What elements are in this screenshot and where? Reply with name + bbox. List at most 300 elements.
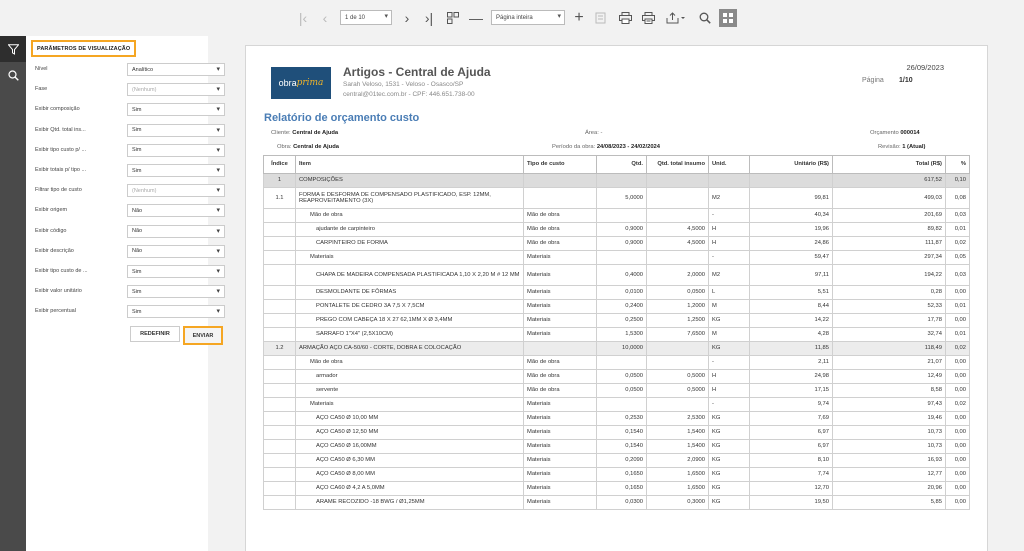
cell-total: 10,73 xyxy=(833,440,946,454)
cell-unit: KG xyxy=(709,454,750,468)
cell-qty xyxy=(597,174,647,188)
table-row xyxy=(264,286,970,300)
cell-total: 21,07 xyxy=(833,356,946,370)
cell-total-qty: 0,3000 xyxy=(647,496,709,510)
cell-unit: KG xyxy=(709,468,750,482)
cell-unit: M xyxy=(709,328,750,342)
cell-percent: 0,00 xyxy=(946,370,970,384)
cell-unit: - xyxy=(709,356,750,370)
cell-total: 32,74 xyxy=(833,328,946,342)
cell-total-qty xyxy=(647,356,709,370)
cell-unit-price: 4,28 xyxy=(750,328,833,342)
cell-percent: 0,00 xyxy=(946,412,970,426)
cell-item: DESMOLDANTE DE FÔRMAS xyxy=(296,286,524,300)
param-row xyxy=(26,124,208,138)
cell-unit: - xyxy=(709,251,750,265)
cell-unit: KG xyxy=(709,496,750,510)
table-row xyxy=(264,237,970,251)
col-item: Item xyxy=(296,156,524,174)
cell-unit-price: 40,34 xyxy=(750,209,833,223)
cell-total-qty xyxy=(647,398,709,412)
cell-unit: - xyxy=(709,398,750,412)
cell-item: armador xyxy=(296,370,524,384)
company-name: Artigos - Central de Ajuda xyxy=(343,65,491,79)
cell-total: 10,73 xyxy=(833,426,946,440)
zoom-select[interactable]: Página inteira ▾ xyxy=(491,10,565,25)
cell-total: 499,03 xyxy=(833,188,946,209)
cell-index xyxy=(264,209,296,223)
cell-unit: H xyxy=(709,237,750,251)
cell-total-qty: 0,5000 xyxy=(647,384,709,398)
param-row xyxy=(26,184,208,198)
cell-total: 201,69 xyxy=(833,209,946,223)
table-row xyxy=(264,314,970,328)
cell-total-qty: 4,5000 xyxy=(647,237,709,251)
cell-unit: - xyxy=(709,209,750,223)
cell-unit-price: 6,97 xyxy=(750,426,833,440)
col-total-qty: Qtd. total insumo xyxy=(647,156,709,174)
cell-index xyxy=(264,328,296,342)
parameters-panel xyxy=(26,36,214,551)
cell-total-qty xyxy=(647,174,709,188)
area-info: Área: - xyxy=(585,130,603,136)
param-label: Exibir Qtd. total ins... xyxy=(35,126,86,133)
cell-total: 16,93 xyxy=(833,454,946,468)
cell-unit-price xyxy=(750,174,833,188)
cell-item: servente xyxy=(296,384,524,398)
cell-item: Mão de obra xyxy=(296,356,524,370)
cell-item: AÇO CA60 Ø 4,2 A 5,0MM xyxy=(296,482,524,496)
cell-percent: 0,08 xyxy=(946,188,970,209)
reset-button[interactable]: REDEFINIR xyxy=(130,326,180,342)
page-select[interactable]: 1 de 10 ▾ xyxy=(340,10,392,25)
zoom-in-icon[interactable]: + xyxy=(574,9,584,26)
cell-qty xyxy=(597,398,647,412)
previous-page-icon[interactable]: ‹ xyxy=(322,10,328,26)
cell-qty: 0,0300 xyxy=(597,496,647,510)
cell-cost-type: Mão de obra xyxy=(524,356,597,370)
cell-index xyxy=(264,314,296,328)
cell-qty: 0,0500 xyxy=(597,370,647,384)
cell-total-qty xyxy=(647,209,709,223)
cell-total: 8,58 xyxy=(833,384,946,398)
param-label: Exibir tipo custo p/ ... xyxy=(35,146,87,153)
cell-total-qty: 1,5400 xyxy=(647,426,709,440)
parameters-title: PARÂMETROS DE VISUALIZAÇÃO xyxy=(31,40,136,57)
cell-qty: 0,1650 xyxy=(597,482,647,496)
cell-item: AÇO CA50 Ø 10,00 MM xyxy=(296,412,524,426)
cell-qty: 0,4000 xyxy=(597,265,647,286)
cell-unit-price: 24,98 xyxy=(750,370,833,384)
cell-cost-type: Materiais xyxy=(524,251,597,265)
cell-unit-price: 14,22 xyxy=(750,314,833,328)
cell-index xyxy=(264,454,296,468)
cell-total: 118,49 xyxy=(833,342,946,356)
cell-total: 12,49 xyxy=(833,370,946,384)
cell-index xyxy=(264,251,296,265)
cell-qty: 0,1540 xyxy=(597,440,647,454)
cell-index xyxy=(264,398,296,412)
param-label: Exibir origem xyxy=(35,207,68,214)
cell-percent: 0,02 xyxy=(946,237,970,251)
cell-cost-type xyxy=(524,342,597,356)
param-row xyxy=(26,63,208,77)
col-index: Índice xyxy=(264,156,296,174)
fullscreen-icon[interactable] xyxy=(719,9,737,27)
cell-item: PONTALETE DE CEDRO 3A 7,5 X 7,5CM xyxy=(296,300,524,314)
col-percent: % xyxy=(946,156,970,174)
cell-unit: KG xyxy=(709,314,750,328)
param-select[interactable]: (Nenhum) ▾ xyxy=(127,83,225,96)
col-qty: Qtd. xyxy=(597,156,647,174)
cell-total-qty: 1,2000 xyxy=(647,300,709,314)
param-select[interactable]: Analítico ▾ xyxy=(127,63,225,76)
param-row xyxy=(26,164,208,178)
cell-cost-type: Mão de obra xyxy=(524,384,597,398)
cell-cost-type: Materiais xyxy=(524,496,597,510)
budget-info: Orçamento 000014 xyxy=(870,130,920,136)
cell-unit-price: 99,81 xyxy=(750,188,833,209)
cell-unit-price: 8,10 xyxy=(750,454,833,468)
cell-item: AÇO CA50 Ø 16,00MM xyxy=(296,440,524,454)
report-title: Relatório de orçamento custo xyxy=(264,112,420,124)
cell-total: 52,33 xyxy=(833,300,946,314)
budget-table xyxy=(263,155,970,510)
cell-unit xyxy=(709,174,750,188)
cell-qty: 0,1650 xyxy=(597,468,647,482)
cell-total: 19,46 xyxy=(833,412,946,426)
cell-total: 111,87 xyxy=(833,237,946,251)
cell-qty xyxy=(597,356,647,370)
param-row xyxy=(26,83,208,97)
cell-item: Mão de obra xyxy=(296,209,524,223)
cell-qty: 10,0000 xyxy=(597,342,647,356)
col-total: Total (R$) xyxy=(833,156,946,174)
param-row xyxy=(26,225,208,239)
cell-cost-type: Mão de obra xyxy=(524,209,597,223)
table-row xyxy=(264,265,970,286)
cell-total-qty: 1,2500 xyxy=(647,314,709,328)
table-row xyxy=(264,251,970,265)
cell-item: ARAME RECOZIDO -18 BWG / Ø1,25MM xyxy=(296,496,524,510)
cell-total-qty: 0,0500 xyxy=(647,286,709,300)
cell-cost-type: Materiais xyxy=(524,286,597,300)
param-row xyxy=(26,204,208,218)
cell-unit-price: 97,11 xyxy=(750,265,833,286)
cell-item: Materiais xyxy=(296,251,524,265)
cell-total: 194,22 xyxy=(833,265,946,286)
cell-item: ARMAÇÃO AÇO CA-50/60 - CORTE, DOBRA E COLOCAÇÃO xyxy=(296,342,524,356)
cell-item: SARRAFO 1"X4" (2,5X10CM) xyxy=(296,328,524,342)
page-label: Página xyxy=(862,77,884,84)
cell-percent: 0,00 xyxy=(946,482,970,496)
cell-unit: H xyxy=(709,223,750,237)
cell-index: 1.2 xyxy=(264,342,296,356)
cell-index xyxy=(264,370,296,384)
cell-item: CHAPA DE MADEIRA COMPENSADA PLASTIFICADA 1,10 X 2,20 M # 12 MM xyxy=(296,265,524,286)
cell-percent: 0,01 xyxy=(946,328,970,342)
col-unit-price: Unitário (R$) xyxy=(750,156,833,174)
cell-total: 89,82 xyxy=(833,223,946,237)
cell-qty xyxy=(597,209,647,223)
cell-item: COMPOSIÇÕES xyxy=(296,174,524,188)
cell-index xyxy=(264,426,296,440)
table-row xyxy=(264,482,970,496)
cell-unit-price: 24,86 xyxy=(750,237,833,251)
cell-cost-type: Materiais xyxy=(524,412,597,426)
company-logo: obra prima xyxy=(271,67,331,99)
cell-unit: KG xyxy=(709,482,750,496)
cell-cost-type: Materiais xyxy=(524,468,597,482)
cell-qty: 0,2400 xyxy=(597,300,647,314)
cell-cost-type: Materiais xyxy=(524,440,597,454)
table-row xyxy=(264,300,970,314)
cell-percent: 0,01 xyxy=(946,223,970,237)
next-page-icon[interactable]: › xyxy=(404,10,410,26)
cell-percent: 0,10 xyxy=(946,174,970,188)
cell-cost-type: Materiais xyxy=(524,454,597,468)
table-row xyxy=(264,174,970,188)
param-select[interactable]: Não ▾ xyxy=(127,204,225,217)
edit-document-icon[interactable] xyxy=(594,8,608,28)
param-label: Fase xyxy=(35,86,48,93)
cell-total-qty xyxy=(647,342,709,356)
cell-total-qty: 7,6500 xyxy=(647,328,709,342)
cell-qty: 0,2090 xyxy=(597,454,647,468)
table-header xyxy=(264,156,970,174)
cell-index xyxy=(264,265,296,286)
cell-total: 17,78 xyxy=(833,314,946,328)
report-date: 26/09/2023 xyxy=(906,63,944,72)
cell-unit-price: 12,70 xyxy=(750,482,833,496)
print-icon[interactable] xyxy=(617,8,633,28)
cell-qty: 0,9000 xyxy=(597,237,647,251)
cell-percent: 0,02 xyxy=(946,398,970,412)
send-button[interactable]: ENVIAR xyxy=(183,326,223,345)
search-rail-icon[interactable] xyxy=(0,62,26,88)
param-label: Filtrar tipo de custo xyxy=(35,187,82,194)
cell-unit: M xyxy=(709,300,750,314)
cell-qty: 0,0100 xyxy=(597,286,647,300)
cell-qty: 0,0500 xyxy=(597,384,647,398)
param-row xyxy=(26,245,208,259)
param-label: Exibir composição xyxy=(35,106,80,113)
cell-percent: 0,01 xyxy=(946,300,970,314)
table-row xyxy=(264,209,970,223)
cell-cost-type: Materiais xyxy=(524,328,597,342)
cell-index: 1.1 xyxy=(264,188,296,209)
cell-unit-price: 8,44 xyxy=(750,300,833,314)
cell-item: FORMA E DESFORMA DE COMPENSADO PLASTIFICADO, ESP. 12MM, REAPROVEITAMENTO (3X) xyxy=(296,188,524,209)
param-row xyxy=(26,265,208,279)
cell-total: 97,43 xyxy=(833,398,946,412)
table-row xyxy=(264,223,970,237)
cell-percent: 0,00 xyxy=(946,440,970,454)
cell-unit-price: 17,15 xyxy=(750,384,833,398)
cell-percent: 0,02 xyxy=(946,342,970,356)
cell-index xyxy=(264,223,296,237)
param-label: Exibir totais p/ tipo ... xyxy=(35,167,87,173)
table-row xyxy=(264,412,970,426)
multipage-icon[interactable] xyxy=(446,8,460,28)
param-label: Exibir percentual xyxy=(35,308,76,315)
cell-cost-type: Mão de obra xyxy=(524,237,597,251)
table-row xyxy=(264,468,970,482)
cell-percent: 0,00 xyxy=(946,496,970,510)
last-page-icon[interactable]: ›| xyxy=(424,10,434,26)
cell-index xyxy=(264,440,296,454)
cell-cost-type: Materiais xyxy=(524,426,597,440)
param-select[interactable]: Sim ▾ xyxy=(127,144,225,157)
param-label: Exibir valor unitário xyxy=(35,288,82,295)
param-select[interactable]: Sim ▾ xyxy=(127,103,225,116)
cell-unit: M2 xyxy=(709,188,750,209)
param-select[interactable]: Sim ▾ xyxy=(127,305,225,318)
cell-unit-price: 7,74 xyxy=(750,468,833,482)
cell-cost-type: Mão de obra xyxy=(524,370,597,384)
param-select[interactable]: Sim ▾ xyxy=(127,124,225,137)
cell-qty: 1,5300 xyxy=(597,328,647,342)
client-info: Cliente: Central de Ajuda xyxy=(271,130,339,136)
cell-item: AÇO CA50 Ø 12,50 MM xyxy=(296,426,524,440)
cell-index xyxy=(264,384,296,398)
work-info: Obra: Central de Ajuda xyxy=(277,144,339,150)
cell-item: ajudante de carpinteiro xyxy=(296,223,524,237)
report-page xyxy=(245,45,988,551)
cell-total-qty: 1,5400 xyxy=(647,440,709,454)
cell-unit-price: 19,50 xyxy=(750,496,833,510)
table-row xyxy=(264,496,970,510)
table-row xyxy=(264,370,970,384)
cell-total: 12,77 xyxy=(833,468,946,482)
side-rail xyxy=(0,36,26,551)
first-page-icon[interactable]: |‹ xyxy=(298,10,308,26)
cell-cost-type: Materiais xyxy=(524,300,597,314)
cell-unit: KG xyxy=(709,342,750,356)
cell-index xyxy=(264,482,296,496)
param-select[interactable]: Não ▾ xyxy=(127,245,225,258)
cell-percent: 0,05 xyxy=(946,251,970,265)
cell-index xyxy=(264,237,296,251)
cell-cost-type: Mão de obra xyxy=(524,223,597,237)
cell-unit-price: 6,97 xyxy=(750,440,833,454)
cell-total-qty xyxy=(647,188,709,209)
cell-unit-price: 11,85 xyxy=(750,342,833,356)
param-label: Exibir código xyxy=(35,227,67,234)
cell-index xyxy=(264,286,296,300)
param-row xyxy=(26,103,208,117)
param-label: Exibir descrição xyxy=(35,247,74,254)
print-page-icon[interactable] xyxy=(640,8,656,28)
filter-icon[interactable] xyxy=(0,36,26,62)
cell-qty: 0,1540 xyxy=(597,426,647,440)
cell-unit-price: 7,69 xyxy=(750,412,833,426)
cell-percent: 0,00 xyxy=(946,468,970,482)
cell-qty: 0,9000 xyxy=(597,223,647,237)
cell-cost-type xyxy=(524,174,597,188)
cell-cost-type: Materiais xyxy=(524,265,597,286)
cell-cost-type: Materiais xyxy=(524,482,597,496)
company-contact: central@01tec.com.br - CPF: 446.651.738-00 xyxy=(343,91,475,98)
cell-total: 617,52 xyxy=(833,174,946,188)
cell-unit-price: 59,47 xyxy=(750,251,833,265)
table-row xyxy=(264,454,970,468)
search-icon[interactable] xyxy=(697,8,713,28)
cell-item: AÇO CA50 Ø 6,30 MM xyxy=(296,454,524,468)
revision-info: Revisão: 1 (Atual) xyxy=(878,144,926,150)
cell-item: CARPINTEIRO DE FORMA xyxy=(296,237,524,251)
period-info: Período da obra: 24/08/2023 - 24/02/2024 xyxy=(552,144,660,150)
col-unit: Unid. xyxy=(709,156,750,174)
table-row xyxy=(264,398,970,412)
cell-index xyxy=(264,496,296,510)
cell-total-qty: 2,0000 xyxy=(647,265,709,286)
param-select[interactable]: Sim ▾ xyxy=(127,164,225,177)
cell-qty: 5,0000 xyxy=(597,188,647,209)
cell-total-qty xyxy=(647,251,709,265)
cell-total: 20,96 xyxy=(833,482,946,496)
cell-qty xyxy=(597,251,647,265)
zoom-out-icon[interactable]: — xyxy=(469,10,483,26)
col-cost-type: Tipo de custo xyxy=(524,156,597,174)
table-row xyxy=(264,188,970,209)
cell-total: 297,34 xyxy=(833,251,946,265)
company-address: Sarah Veloso, 1531 - Veloso - Osasco/SP xyxy=(343,81,464,88)
cell-percent: 0,00 xyxy=(946,426,970,440)
cell-index xyxy=(264,300,296,314)
param-row xyxy=(26,305,208,319)
export-icon[interactable] xyxy=(664,8,688,28)
cell-percent: 0,00 xyxy=(946,314,970,328)
cell-unit-price: 19,96 xyxy=(750,223,833,237)
param-select[interactable]: (Nenhum) ▾ xyxy=(127,184,225,197)
cell-index xyxy=(264,412,296,426)
cell-cost-type: Materiais xyxy=(524,314,597,328)
table-row xyxy=(264,426,970,440)
cell-percent: 0,00 xyxy=(946,286,970,300)
table-row xyxy=(264,328,970,342)
cell-total-qty: 4,5000 xyxy=(647,223,709,237)
cell-item: Materiais xyxy=(296,398,524,412)
cell-unit: KG xyxy=(709,412,750,426)
cell-cost-type: Materiais xyxy=(524,398,597,412)
cell-unit: M2 xyxy=(709,265,750,286)
cell-unit: KG xyxy=(709,426,750,440)
cell-unit: KG xyxy=(709,440,750,454)
cell-item: AÇO CA50 Ø 8,00 MM xyxy=(296,468,524,482)
param-select[interactable]: Não ▾ xyxy=(127,225,225,238)
cell-unit-price: 5,51 xyxy=(750,286,833,300)
cell-total-qty: 0,5000 xyxy=(647,370,709,384)
param-select[interactable]: Sim ▾ xyxy=(127,285,225,298)
param-label: Exibir tipo custo de ... xyxy=(35,268,88,274)
param-row xyxy=(26,144,208,158)
cell-qty: 0,2500 xyxy=(597,314,647,328)
param-label: Nível xyxy=(35,66,48,72)
param-row xyxy=(26,285,208,299)
cell-percent: 0,00 xyxy=(946,356,970,370)
cell-item: PREGO COM CABEÇA 18 X 27 62,1MM X Ø 3,4MM xyxy=(296,314,524,328)
cell-index: 1 xyxy=(264,174,296,188)
cell-percent: 0,03 xyxy=(946,209,970,223)
cell-index xyxy=(264,468,296,482)
table-row xyxy=(264,384,970,398)
cell-unit-price: 2,11 xyxy=(750,356,833,370)
cell-index xyxy=(264,356,296,370)
param-select[interactable]: Sim ▾ xyxy=(127,265,225,278)
table-row xyxy=(264,356,970,370)
cell-total-qty: 1,6500 xyxy=(647,482,709,496)
